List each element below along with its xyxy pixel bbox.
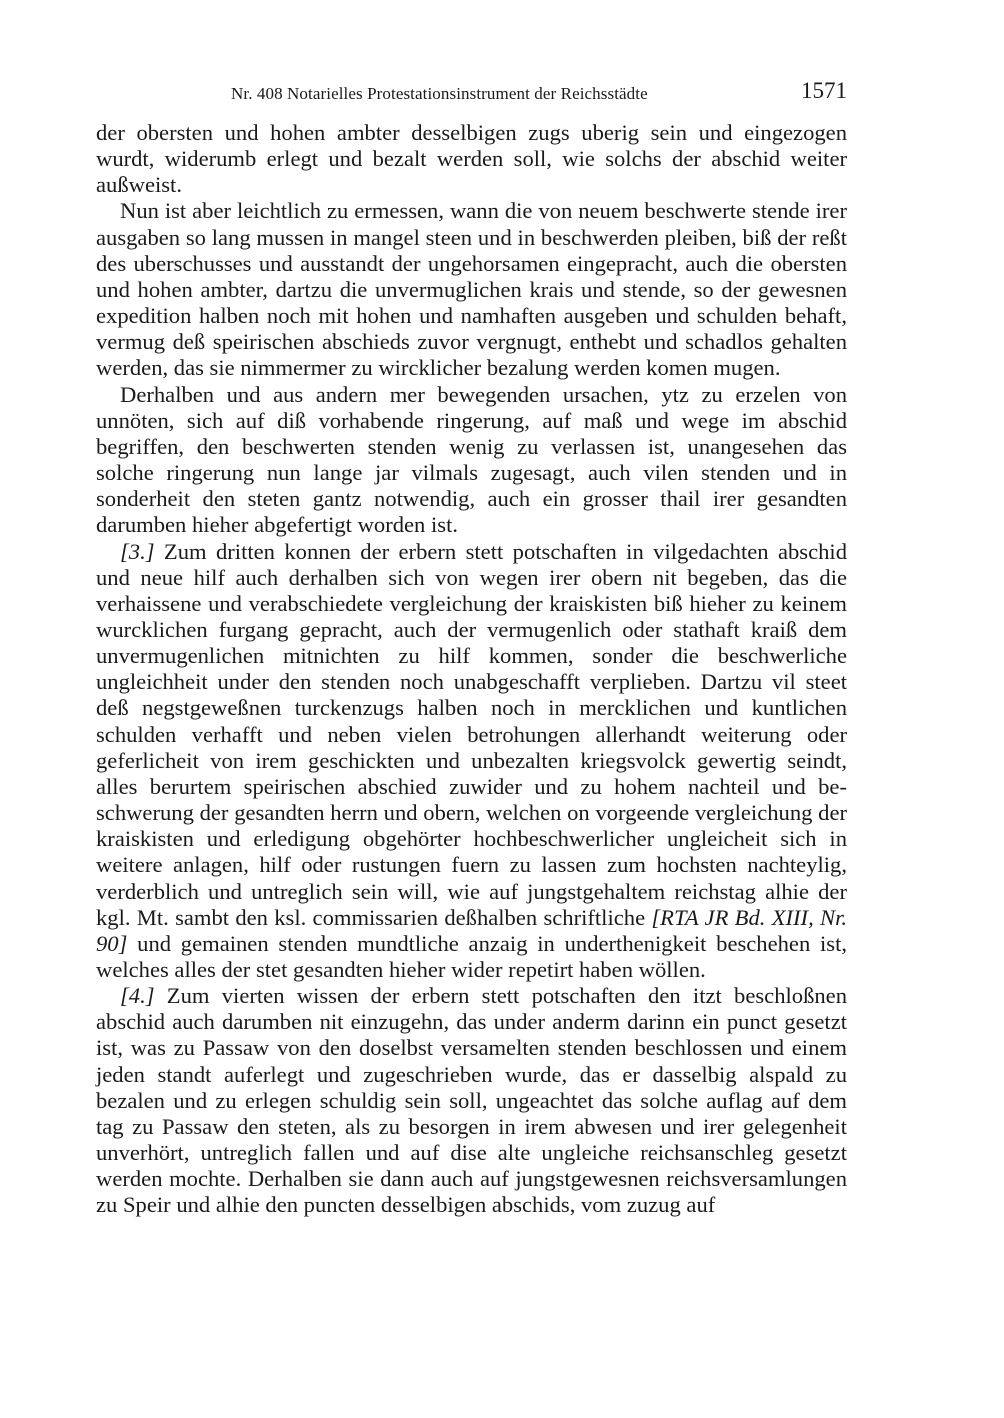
document-body [96,120,847,1219]
section-3-text-a: Zum dritten konnen der erbern stett potschaften in vilgedachten abschid und neue hilf auch derhalben sich von wegen irer obern nit begeben, das die verhaissene und verabschiedete vergleichung der kraiskisten biß hieher zu keinem wurcklichen furgang gepracht, auch der vermugenlich oder stathaft kraiß dem unvermugenlichen mitnichten zu hilf kommen, sonder die beschwerliche ungleichheit under den stenden noch unabgeschafft verplieben. Dartzu vil steet deß negstgeweßnen turckenzugs halben noch in mercklichen und kuntlichen schulden verhafft und neben vielen betrohungen allerhandt weiterung oder geferlicheit von irem geschickten und unbezalten kriegsvolck gewertig seindt, alles berurtem speirischen abschied zuwider und zu hohem nachteil und beschwerung der gesandten herrn und obern, welchen on vorgeende vergleichung der kraiskisten und erledigung obgehörter hochbeschwerlicher ungleicheit sich in weitere anlagen, hilf oder rustungen fuern zu lassen zum hochsten nachteylig, verderblich und untreglich sein will, wie auf jungstgehaltem reichstag alhie der kgl. Mt. sambt den ksl. commissarien deßhalben schriftliche [96,538,847,930]
section-4-text: Zum vierten wissen der erbern stett potschaften den itzt beschloßnen abschid auch darumben nit einzugehn, das under anderm darinn ein punct gesetzt ist, was zu Passaw von den doselbst versamelten stenden beschlossen und einem jeden standt auferlegt und zugeschrieben wurde, das er dasselbig alspald zu bezalen und zu erlegen schuldig sein soll, ungeachtet das solche auflag auf dem tag zu Passaw den steten, als zu besorgen in irem abwesen und irer gelegenheit unverhört, untreglich fallen und auf dise alte ungleiche reichsanschleg gesetzt werden mochte. Derhalben sie dann auch auf jungstgewesnen reichsversamlungen zu Speir und alhie den puncten desselbigen abschids, vom zuzug auf [96,983,847,1218]
section-number-3: [3.] [120,538,155,564]
section-number-4: [4.] [120,983,155,1009]
running-title: Nr. 408 Notarielles Protestationsinstrument der Reichsstädte [231,84,648,103]
section-3-text-b: und gemainen stenden mundtliche anzaig in underthenigkeit beschehen ist, welches alles der stet gesandten hieher wider repetirt haben wöllen. [96,930,847,982]
page-header [96,78,847,112]
paragraph-nun-ist-aber: Nun ist aber leichtlich zu ermessen, wann die von neuem beschwerte stende irer ausgaben so lang mussen in mangel steen und in beschwerden pleiben, biß der reßt des uberschusses und ausstandt der ungehorsamen eingepracht, auch die obersten und hohen ambter, dartzu die unvermuglichen krais und stende, so der gewesnen expedition halben noch mit hohen und namhaften ausgeben und schulden behaft, vermug deß speirischen abschieds zuvor vergnugt, enthebt und schadlos gehalten werden, das sie nimmermer zu wircklicher bezalung werden komen mugen. [96,198,847,381]
paragraph-continuation: der obersten und hohen ambter desselbigen zugs uberig sein und eingezogen wurdt, widerumb erlegt und bezalt werden soll, wie solchs der abschid weiter außweist. [96,120,847,198]
paragraph-section-4 [96,983,847,1218]
paragraph-section-3 [96,539,847,984]
source-reference: [RTA JR Bd. XIII, Nr. 90] [96,904,848,956]
page-number: 1571 [801,78,847,103]
paragraph-derhalben: Derhalben und aus andern mer bewegenden ursachen, ytz zu erzelen von unnöten, sich auf diß vorhabende ringerung, auf maß und wege im abschid begriffen, den beschwerten stenden wenig zu verlassen ist, unangesehen das solche ringerung nun lange jar vilmals zugesagt, auch vilen stenden und in sonderheit den steten gantz notwendig, auch ein grosser thail irer gesandten darumben hieher abgefertigt worden ist. [96,381,847,538]
